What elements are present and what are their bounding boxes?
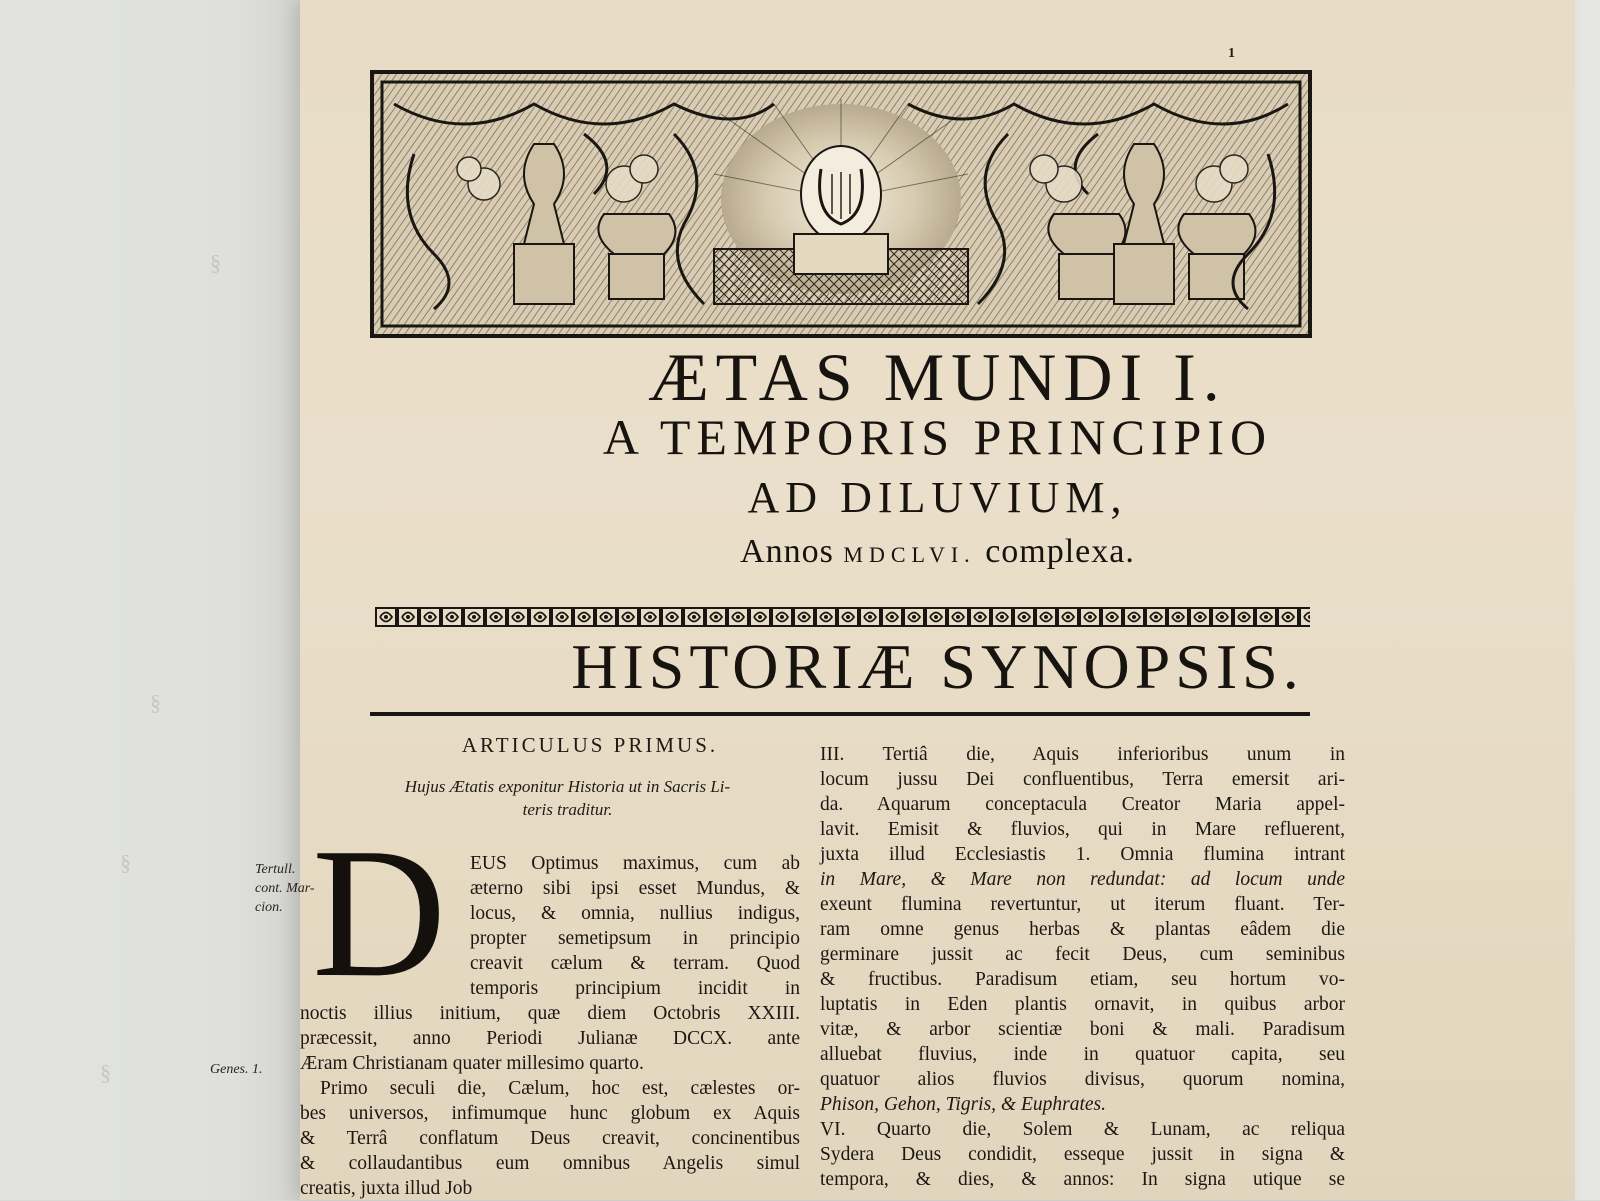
- text-line: da. Aquarum conceptacula Creator Maria appel-: [820, 794, 1345, 815]
- text-line: Phison, Gehon, Tigris, & Euphrates.: [820, 1094, 1107, 1115]
- text-line: præcessit, anno Periodi Julianæ DCCX. ante: [300, 1028, 800, 1049]
- section-heading: HISTORIÆ SYNOPSIS.: [571, 631, 1304, 702]
- show-through-text: §: [120, 850, 131, 875]
- text-line: EUS Optimus maximus, cum ab: [470, 853, 800, 874]
- text-line: VI. Quarto die, Solem & Lunam, ac reliqua: [820, 1119, 1345, 1140]
- text-line: germinare jussit ac fecit Deus, cum seminibus: [820, 944, 1345, 965]
- text-line: juxta illud Ecclesiastis 1. Omnia flumina intrant: [820, 844, 1345, 865]
- margin-note-line: cion.: [255, 900, 283, 915]
- ornament-band-graphic: [375, 604, 1310, 630]
- typographic-ornament-band: [375, 604, 1310, 630]
- page-number: 1: [1228, 46, 1235, 61]
- text-line: exeunt flumina revertuntur, ut iterum fluant. Ter-: [820, 894, 1345, 915]
- text-line: locum jussu Dei confluentibus, Terra emersit ari-: [820, 769, 1345, 790]
- margin-note-tertullian: [255, 860, 315, 917]
- margin-note-line: Tertull.: [255, 862, 296, 877]
- text-line: lavit. Emisit & fluvios, qui in Mare refluerent,: [820, 819, 1345, 840]
- text-line: æterno sibi ipsi esset Mundus, &: [470, 878, 800, 899]
- show-through-text: §: [210, 250, 221, 275]
- headpiece-engraving: [374, 74, 1308, 334]
- text-line: Æram Christianam quater millesimo quarto.: [300, 1053, 644, 1074]
- text-line: propter semetipsum in principio: [470, 928, 800, 949]
- text-line: bes universos, infimumque hunc globum ex Aquis: [300, 1103, 800, 1124]
- article-summary-line: teris traditur.: [522, 800, 613, 819]
- text-line: vitæ, & arbor scientiæ boni & mali. Paradisum: [820, 1019, 1345, 1040]
- show-through-text: §: [150, 690, 161, 715]
- text-line: temporis principium incidit in: [470, 978, 800, 999]
- text-line: noctis illius initium, quæ diem Octobris XXIII.: [300, 1003, 800, 1024]
- text-line: creavit cælum & terram. Quod: [470, 953, 800, 974]
- text-line: in Mare, & Mare non redundat: ad locum unde: [820, 869, 1345, 890]
- title-line-4-before: Annos: [740, 533, 834, 570]
- margin-note-genesis: Genes. 1.: [210, 1062, 263, 1077]
- title-line-3: AD DILUVIUM,: [747, 473, 1128, 522]
- title-line-4: [300, 533, 1575, 571]
- text-line: tempora, & dies, & annos: In signa utique se: [820, 1169, 1345, 1190]
- text-line: ram omne genus herbas & plantas eâdem die: [820, 919, 1345, 940]
- text-line: & collaudantibus eum omnibus Angelis simul: [300, 1153, 800, 1174]
- horizontal-rule: [370, 712, 1310, 716]
- text-line: III. Tertiâ die, Aquis inferioribus unum in: [820, 744, 1345, 765]
- title-line-2: A TEMPORIS PRINCIPIO: [602, 409, 1273, 465]
- show-through-text: §: [100, 1060, 111, 1085]
- text-line: quatuor alios fluvios divisus, quorum nomina,: [820, 1069, 1345, 1090]
- text-line: luptatis in Eden plantis ornavit, in quibus arbor: [820, 994, 1345, 1015]
- article-heading: ARTICULUS PRIMUS.: [461, 733, 719, 757]
- text-line: locus, & omnia, nullius indigus,: [470, 903, 800, 924]
- title-line-4-after: complexa.: [985, 533, 1135, 570]
- margin-note-line: cont. Mar-: [255, 881, 315, 896]
- title-line-4-numeral: MDCLVI.: [843, 542, 976, 567]
- facing-page: [0, 0, 330, 1200]
- text-line: creatis, juxta illud Job: [300, 1178, 473, 1199]
- engraved-headpiece: [370, 70, 1312, 338]
- text-line: Sydera Deus condidit, esseque jussit in signa &: [820, 1144, 1345, 1165]
- text-line: Primo seculi die, Cælum, hoc est, cælestes or-: [320, 1078, 800, 1099]
- article-summary-line: Hujus Ætatis exponitur Historia ut in Sacris Li-: [404, 777, 731, 796]
- drop-capital: D: [312, 810, 447, 1016]
- title-line-1: ÆTAS MUNDI I.: [648, 339, 1227, 415]
- text-line: & fructibus. Paradisum etiam, seu hortum vo-: [820, 969, 1345, 990]
- text-line: alluebat fluvius, inde in quatuor capita, seu: [820, 1044, 1345, 1065]
- text-line: & Terrâ conflatum Deus creavit, concinentibus: [300, 1128, 800, 1149]
